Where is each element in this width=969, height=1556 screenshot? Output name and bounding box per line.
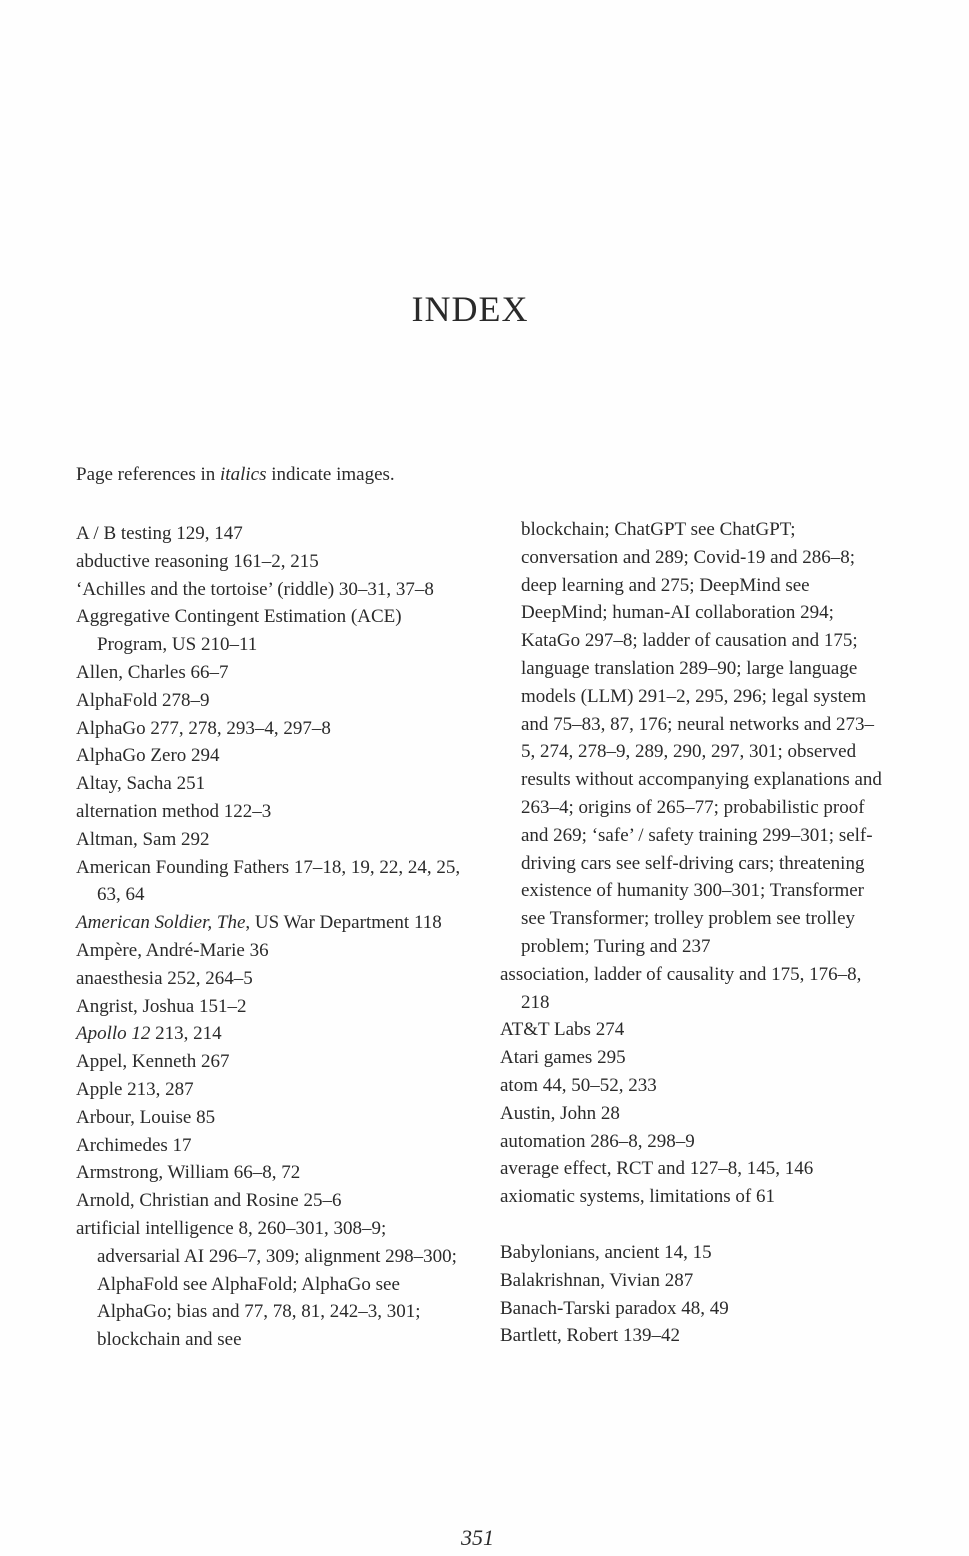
index-entry [76, 993, 461, 1021]
index-entry [76, 1215, 461, 1354]
entry-text: association, ladder of causality and 175, 176–8, 218 [500, 963, 862, 1013]
index-note [76, 464, 395, 486]
index-entry [76, 1159, 461, 1187]
entry-text: Altay, Sacha 251 [76, 773, 206, 795]
index-entry [500, 1072, 885, 1100]
entry-text: Bartlett, Robert 139–42 [500, 1325, 680, 1347]
index-entry [76, 603, 461, 659]
entry-text: A / B testing 129, 147 [76, 523, 243, 544]
entry-italic: Apollo 12 [76, 1023, 151, 1045]
entry-text: Atari games 295 [500, 1047, 626, 1069]
index-entry [76, 770, 461, 798]
entry-text: ‘Achilles and the tortoise’ (riddle) 30–31, 37–8 [76, 578, 434, 600]
index-entry [76, 520, 461, 548]
index-entry [500, 1322, 885, 1350]
page-title: INDEX [411, 289, 529, 329]
index-entry [500, 1183, 885, 1211]
index-entry [76, 1104, 461, 1132]
entry-text: Apple 213, 287 [76, 1078, 194, 1100]
index-entry [76, 659, 461, 687]
entry-text: Banach-Tarski paradox 48, 49 [500, 1297, 729, 1319]
note-italic: italics [220, 464, 267, 485]
entry-text: 213, 214 [150, 1023, 222, 1045]
index-entry [500, 1155, 885, 1183]
index-entry [76, 1187, 461, 1215]
entry-text: abductive reasoning 161–2, 215 [76, 550, 319, 572]
page-number: 351 [461, 1525, 494, 1550]
entry-text: automation 286–8, 298–9 [500, 1130, 695, 1152]
entry-text: Allen, Charles 66–7 [76, 661, 229, 683]
entry-text: AlphaGo Zero 294 [76, 745, 220, 767]
entry-text: Armstrong, William 66–8, 72 [76, 1162, 301, 1184]
index-entry [500, 1044, 885, 1072]
left-column [76, 520, 461, 1354]
entry-text: axiomatic systems, limitations of 61 [500, 1186, 775, 1208]
entry-text: Appel, Kenneth 267 [76, 1051, 230, 1073]
index-entry [76, 1132, 461, 1160]
index-entry [500, 961, 885, 1017]
entry-text: AlphaGo 277, 278, 293–4, 297–8 [76, 717, 331, 739]
index-entry [76, 1048, 461, 1076]
entry-text: Archimedes 17 [76, 1134, 192, 1156]
entry-text: average effect, RCT and 127–8, 145, 146 [500, 1158, 814, 1180]
entry-text: AT&T Labs 274 [500, 1019, 625, 1041]
entry-text: Babylonians, ancient 14, 15 [500, 1241, 712, 1263]
index-entry [76, 826, 461, 854]
entry-text: artificial intelligence 8, 260–301, 308–9; adversarial AI 296–7, 309; alignment 298–300; AlphaFold see AlphaFold; AlphaGo see AlphaGo; bias and 77, 78, 81, 242–3, 301; blockchain and see [76, 1217, 457, 1351]
index-entry [500, 1016, 885, 1044]
entry-text: Aggregative Contingent Estimation (ACE) Program, US 210–11 [76, 606, 402, 656]
note-text-before: Page references in [76, 464, 221, 485]
letter-gap [500, 1211, 885, 1239]
entry-text: Angrist, Joshua 151–2 [76, 995, 247, 1017]
note-text-after: indicate images. [266, 464, 395, 485]
entry-text: AlphaFold 278–9 [76, 689, 210, 711]
index-entry [76, 854, 461, 910]
entry-text: Balakrishnan, Vivian 287 [500, 1269, 694, 1291]
index-entry [76, 1076, 461, 1104]
entry-text: alternation method 122–3 [76, 800, 272, 822]
index-entry [76, 1020, 461, 1048]
entry-text: atom 44, 50–52, 233 [500, 1074, 657, 1096]
index-entry [500, 1239, 885, 1267]
index-entry [76, 798, 461, 826]
entry-text: anaesthesia 252, 264–5 [76, 967, 253, 989]
entry-text: Arnold, Christian and Rosine 25–6 [76, 1190, 342, 1212]
index-entry [76, 909, 461, 937]
entry-text: American Founding Fathers 17–18, 19, 22, 24, 25, 63, 64 [76, 856, 461, 906]
index-entry [500, 1267, 885, 1295]
entry-text: Ampère, André-Marie 36 [76, 939, 269, 961]
index-entry [500, 1100, 885, 1128]
entry-text: Altman, Sam 292 [76, 828, 210, 850]
index-entry [76, 742, 461, 770]
entry-text: Austin, John 28 [500, 1102, 620, 1124]
entry-continuation: blockchain; ChatGPT see ChatGPT; conversation and 289; Covid-19 and 286–8; deep learning and 275; DeepMind see DeepMind; human-AI collaboration 294; KataGo 297–8; ladder of causation and 175; language translation 289–90; large language models (LLM) 291–2, 295, 296; legal system and 75–83, 87, 176; neural networks and 273–5, 274, 278–9, 289, 290, 297, 301; observed results without accompanying explanations and 263–4; origins of 265–77; probabilistic proof and 269; ‘safe’ / safety training 299–301; self-driving cars see self-driving cars; threatening existence of humanity 300–301; Transformer see Transformer; trolley problem see trolley problem; Turing and 237 [521, 519, 882, 957]
index-entry [76, 687, 461, 715]
index-entry [76, 965, 461, 993]
index-entry [76, 715, 461, 743]
entry-text: , US War Department 118 [245, 912, 442, 934]
index-entry [76, 548, 461, 576]
right-column [500, 516, 885, 1350]
index-entry [76, 937, 461, 965]
index-entry [500, 1295, 885, 1323]
index-entry [76, 576, 461, 604]
index-entry [500, 1128, 885, 1156]
entry-italic: American Soldier, The [76, 912, 246, 934]
entry-text: Arbour, Louise 85 [76, 1106, 216, 1128]
